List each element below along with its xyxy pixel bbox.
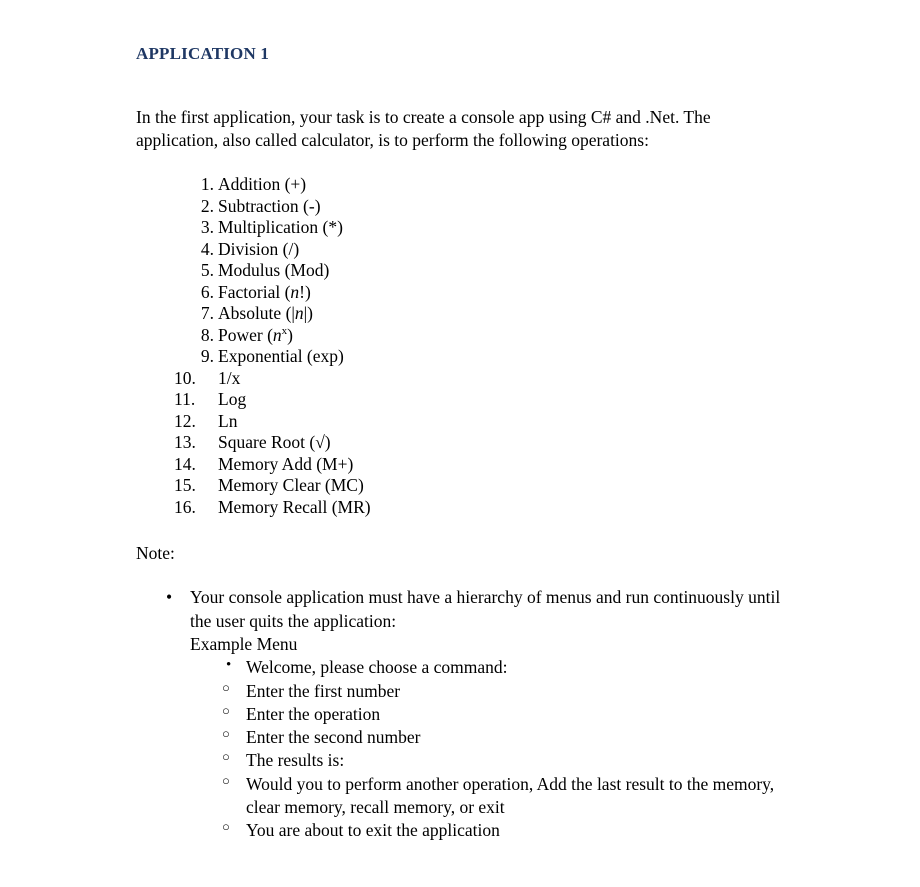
list-item-number: 14. — [174, 453, 196, 474]
list-item-number: 16. — [174, 496, 196, 517]
list-item — [136, 773, 800, 820]
list-item-label: You are about to exit the application — [246, 820, 500, 841]
list-item-label: Memory Recall (MR) — [218, 496, 371, 517]
list-item — [136, 196, 800, 218]
list-item-number: 5. — [200, 260, 214, 281]
list-item — [136, 819, 800, 842]
list-item-label: Exponential (exp) — [218, 346, 344, 367]
list-item — [136, 432, 800, 454]
list-item-number: 4. — [200, 238, 214, 259]
list-item-label: The results is: — [246, 750, 345, 771]
list-item — [136, 260, 800, 282]
list-item-number: 13. — [174, 432, 196, 453]
note-label: Note: — [136, 543, 175, 564]
list-item-number: 8. — [200, 324, 214, 345]
list-item-label: Enter the second number — [246, 727, 421, 748]
circle-bullet-icon: ○ — [222, 679, 230, 695]
list-item — [136, 368, 800, 390]
page-title: APPLICATION 1 — [136, 44, 270, 63]
circle-bullet-icon: ○ — [222, 749, 230, 765]
list-item-number: 15. — [174, 475, 196, 496]
list-item — [136, 475, 800, 497]
circle-bullet-icon: ○ — [222, 726, 230, 742]
list-item — [136, 303, 800, 325]
welcome-line — [136, 656, 800, 679]
note-section — [136, 586, 800, 842]
list-item-label: Modulus (Mod) — [218, 260, 330, 281]
welcome-line-text: Welcome, please choose a command: — [246, 657, 508, 678]
list-item-number: 2. — [200, 195, 214, 216]
list-item — [136, 239, 800, 261]
list-item — [136, 325, 800, 347]
list-item — [136, 346, 800, 368]
list-item-label: Subtraction (-) — [218, 195, 321, 216]
bullet-icon: • — [226, 657, 232, 674]
list-item — [136, 282, 800, 304]
list-item-number: 9. — [200, 346, 214, 367]
list-item — [136, 174, 800, 196]
list-item — [136, 217, 800, 239]
intro-paragraph: In the first application, your task is to create a console app using C# and .Net. The application, also called calculator, is to perform the following operations: — [136, 107, 711, 151]
list-item-label: Would you to perform another operation, Add the last result to the memory, clear memory, recall memory, or exit — [246, 773, 775, 817]
list-item-number: 1. — [200, 174, 214, 195]
list-item-number: 6. — [200, 281, 214, 302]
note-bullet-item — [136, 586, 800, 633]
note-bullet-text: Your console application must have a hierarchy of menus and run continuously until the user quits the application: — [190, 587, 781, 631]
list-item — [136, 497, 800, 519]
list-item-label: Factorial (n!) — [218, 281, 311, 302]
circle-bullet-icon: ○ — [222, 772, 230, 788]
list-item-number: 10. — [174, 367, 196, 388]
list-item — [136, 749, 800, 772]
list-item-label: Enter the first number — [246, 680, 401, 701]
list-item — [136, 389, 800, 411]
list-item-label: Absolute (|n|) — [218, 303, 313, 324]
list-item-label: Memory Add (M+) — [218, 453, 354, 474]
list-item-label: Square Root (√) — [218, 432, 331, 453]
list-item — [136, 680, 800, 703]
menu-steps-list — [136, 680, 800, 843]
list-item — [136, 703, 800, 726]
bullet-icon: • — [166, 587, 173, 608]
list-item-number: 11. — [174, 389, 196, 410]
circle-bullet-icon: ○ — [222, 702, 230, 718]
list-item-label: 1/x — [218, 367, 241, 388]
list-item-number: 7. — [200, 303, 214, 324]
list-item-label: Division (/) — [218, 238, 300, 259]
list-item — [136, 454, 800, 476]
list-item-label: Enter the operation — [246, 703, 381, 724]
operations-list — [136, 174, 800, 518]
list-item-number: 3. — [200, 217, 214, 238]
list-item-number: 12. — [174, 410, 196, 431]
list-item-label: Multiplication (*) — [218, 217, 343, 238]
list-item — [136, 411, 800, 433]
list-item-label: Log — [218, 389, 247, 410]
example-menu-label: Example Menu — [190, 633, 298, 654]
list-item — [136, 726, 800, 749]
circle-bullet-icon: ○ — [222, 819, 230, 835]
list-item-label: Power $(n^x)$ — [218, 324, 293, 345]
list-item-label: Ln — [218, 410, 238, 431]
list-item-label: Memory Clear (MC) — [218, 475, 364, 496]
list-item-label: Addition (+) — [218, 174, 307, 195]
